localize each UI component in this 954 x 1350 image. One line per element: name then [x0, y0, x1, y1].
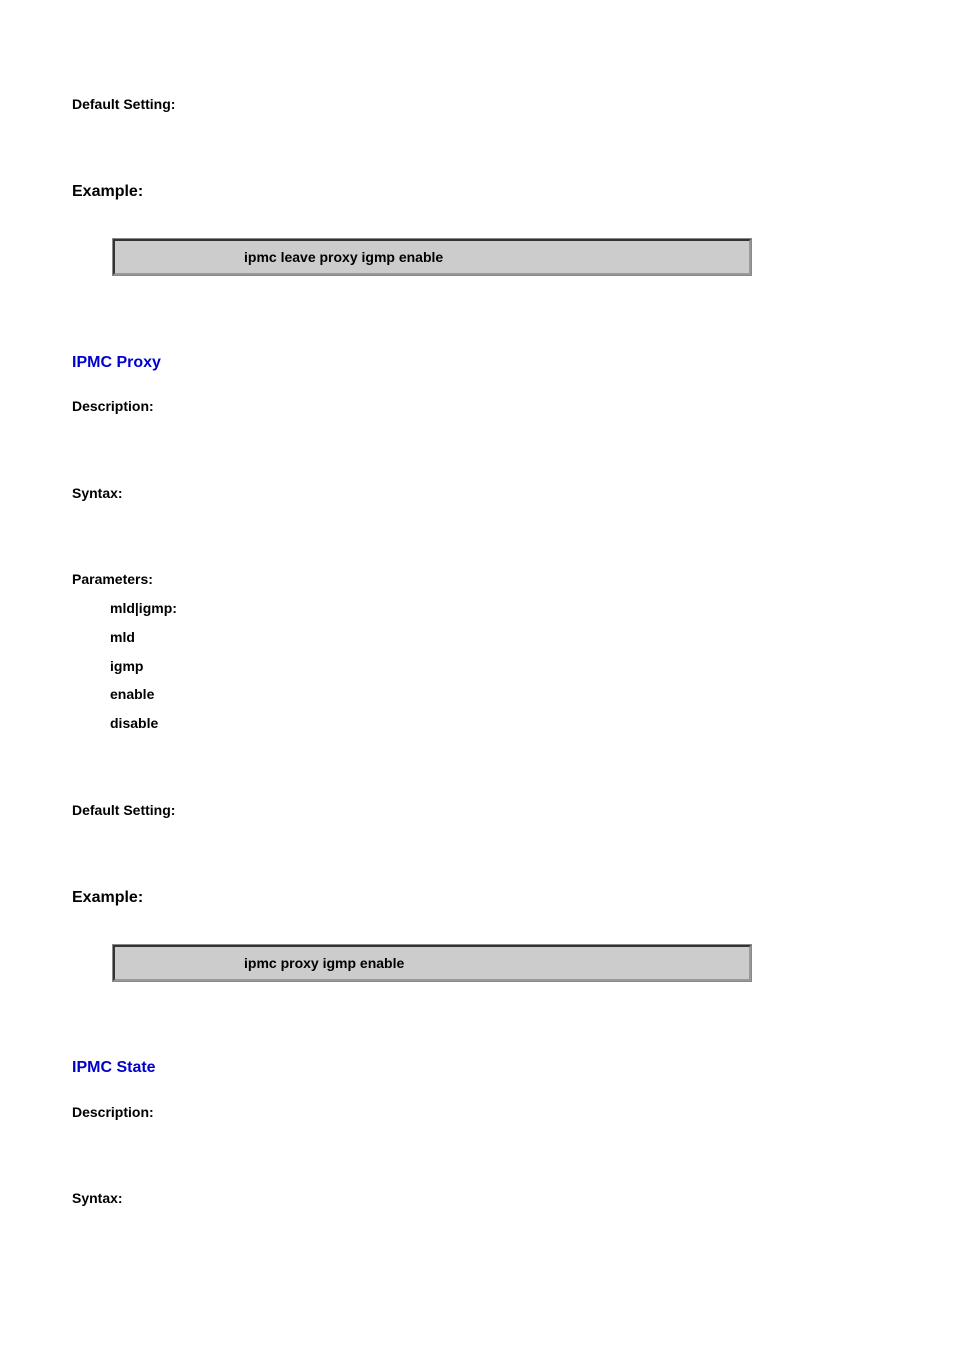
description-label: Description: [72, 1104, 154, 1120]
param-enable: enable [110, 686, 155, 702]
syntax-label: Syntax: [72, 1190, 123, 1206]
default-setting-label: Default Setting: [72, 96, 176, 112]
syntax-label: Syntax: [72, 485, 123, 501]
section-title-ipmc-proxy: IPMC Proxy [72, 354, 161, 371]
param-mld: mld [110, 629, 135, 645]
command-example-text: ipmc leave proxy igmp enable [244, 249, 444, 265]
param-disable: disable [110, 715, 159, 731]
param-mld-igmp: mld|igmp: [110, 600, 177, 616]
description-label: Description: [72, 398, 154, 414]
example-label: Example: [72, 183, 144, 200]
param-igmp: igmp [110, 658, 144, 674]
command-example-box [113, 945, 751, 981]
section-title-ipmc-state: IPMC State [72, 1059, 156, 1076]
command-example-text: ipmc proxy igmp enable [244, 955, 405, 971]
default-setting-label: Default Setting: [72, 802, 176, 818]
example-label: Example: [72, 889, 144, 906]
command-example-box [113, 239, 751, 275]
parameters-label: Parameters: [72, 571, 153, 587]
